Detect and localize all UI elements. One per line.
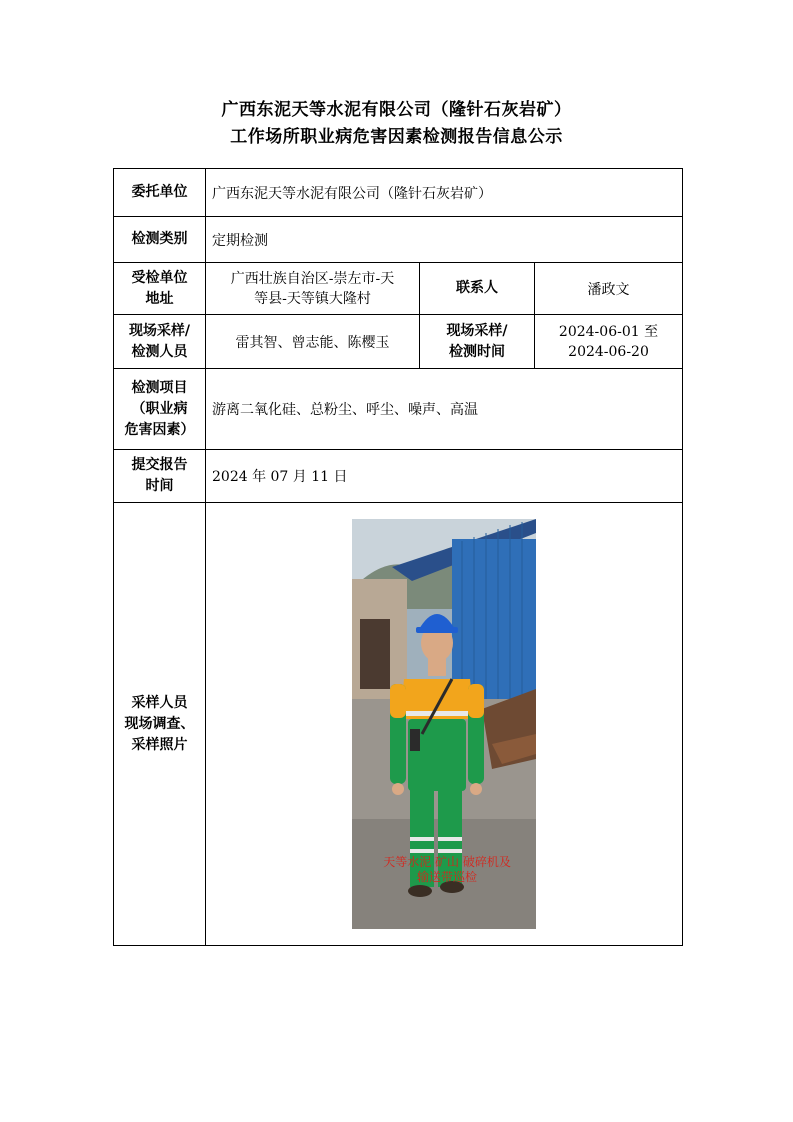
items-label-line3: 危害因素） bbox=[124, 421, 195, 438]
client-value: 广西东泥天等水泥有限公司（隆针石灰岩矿） bbox=[206, 169, 683, 217]
time-value bbox=[535, 315, 683, 369]
photo-label-line2: 现场调查、 bbox=[124, 715, 195, 732]
items-label bbox=[114, 369, 206, 450]
time-value-line1: 2024-06-01 至 bbox=[558, 323, 659, 340]
address-value-line2: 等县-天等镇大隆村 bbox=[254, 290, 371, 307]
submit-label-line2: 时间 bbox=[145, 478, 174, 494]
time-label-line1: 现场采样/ bbox=[446, 322, 508, 339]
sampling-photo bbox=[352, 519, 536, 929]
page-title-line1: 广西东泥天等水泥有限公司（隆针石灰岩矿） bbox=[221, 100, 572, 120]
row-category bbox=[114, 217, 683, 263]
time-value-line2: 2024-06-20 bbox=[568, 343, 649, 360]
address-value-line1: 广西壮族自治区-崇左市-天 bbox=[230, 270, 395, 287]
submit-label-line1: 提交报告 bbox=[131, 457, 188, 473]
address-value bbox=[206, 263, 420, 315]
row-submit bbox=[114, 450, 683, 503]
photo-label-line1: 采样人员 bbox=[131, 694, 188, 711]
report-table bbox=[113, 168, 683, 946]
address-label-line1: 受检单位 bbox=[131, 269, 188, 286]
row-items bbox=[114, 369, 683, 450]
photo-label-line3: 采样照片 bbox=[131, 736, 188, 753]
photo-caption-line1: 天等水泥 矿山 破碎机及 bbox=[383, 855, 511, 869]
address-label bbox=[114, 263, 206, 315]
contact-value: 潘政文 bbox=[535, 263, 683, 315]
items-value: 游离二氧化硅、总粉尘、呼尘、噪声、高温 bbox=[206, 369, 683, 450]
category-label: 检测类别 bbox=[114, 217, 206, 263]
page-title-line2: 工作场所职业病危害因素检测报告信息公示 bbox=[230, 127, 563, 147]
category-value: 定期检测 bbox=[206, 217, 683, 263]
row-client bbox=[114, 169, 683, 217]
staff-label-line2: 检测人员 bbox=[131, 343, 188, 360]
items-label-line1: 检测项目 bbox=[131, 379, 188, 396]
photo-caption-line2: 输送带巡检 bbox=[417, 870, 478, 884]
contact-label: 联系人 bbox=[420, 263, 535, 315]
submit-label bbox=[114, 450, 206, 503]
staff-value: 雷其智、曾志能、陈樱玉 bbox=[206, 315, 420, 369]
submit-value: 2024 年 07 月 11 日 bbox=[206, 450, 683, 503]
time-label-line2: 检测时间 bbox=[449, 343, 505, 360]
staff-label-line1: 现场采样/ bbox=[128, 322, 191, 339]
client-label: 委托单位 bbox=[114, 169, 206, 217]
time-label bbox=[420, 315, 535, 369]
items-label-line2: （职业病 bbox=[131, 400, 188, 417]
row-address bbox=[114, 263, 683, 315]
staff-label bbox=[114, 315, 206, 369]
row-photo bbox=[114, 503, 683, 946]
photo-label bbox=[114, 503, 206, 946]
photo-cell bbox=[206, 503, 683, 946]
address-label-line2: 地址 bbox=[145, 290, 174, 307]
photo-caption bbox=[358, 855, 536, 885]
row-staff bbox=[114, 315, 683, 369]
